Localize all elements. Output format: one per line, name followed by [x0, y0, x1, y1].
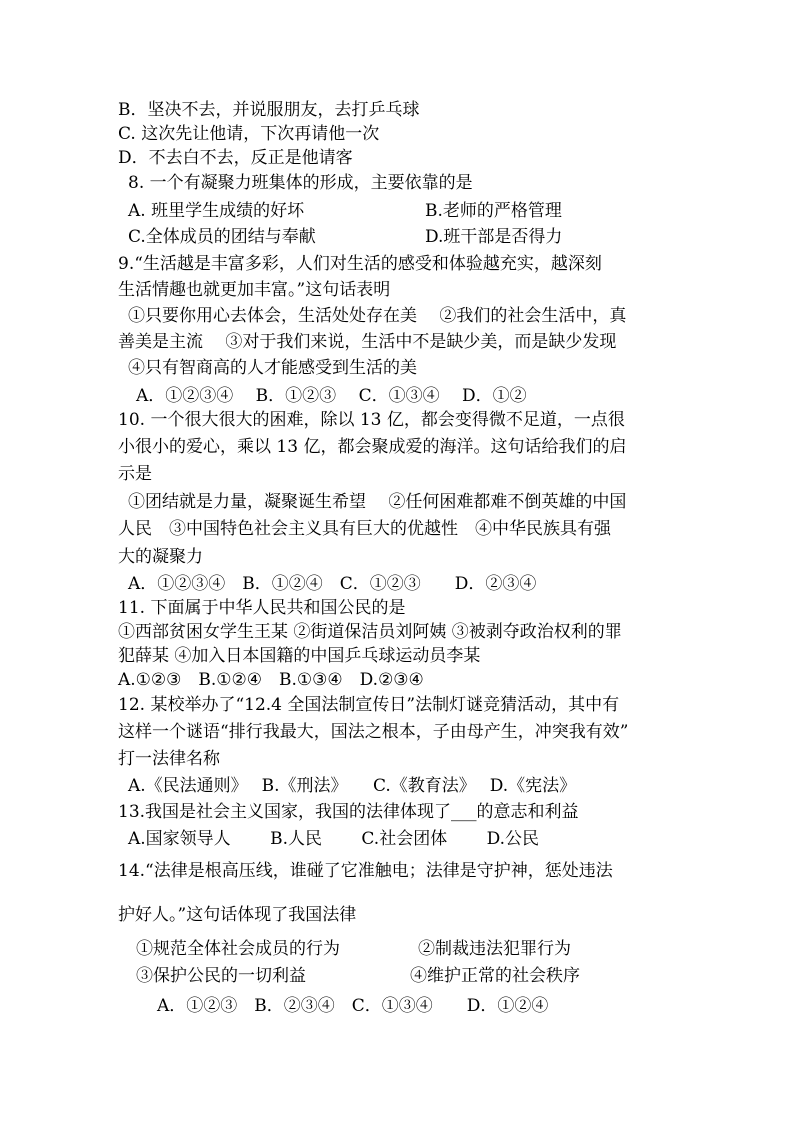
q10-statements-3: 大的凝聚力 [118, 547, 203, 567]
q7-option-c: C. 这次先让他请，下次再请他一次 [118, 124, 380, 144]
q7-option-d: D．不去白不去，反正是他请客 [118, 148, 353, 168]
q9-stem-2: 生活情趣也就更加丰富。”这句话表明 [118, 280, 391, 300]
q9-statements-3: ④只有智商高的人才能感受到生活的美 [128, 358, 417, 378]
q8-option-a: A. 班里学生成绩的好坏 [128, 201, 305, 221]
q8-option-b: B.老师的严格管理 [425, 201, 562, 221]
q10-stem-2: 小很小的爱心，乘以 13 亿，都会聚成爱的海洋。这句话给我们的启 [118, 437, 627, 457]
q9-stem-1: 9.“生活越是丰富多彩，人们对生活的感受和体验越充实，越深刻 [118, 254, 602, 274]
q12-options: A.《民法通则》 B.《刑法》 C.《教育法》 D.《宪法》 [128, 776, 577, 796]
q11-options: A.①②③ B.①②④ B.①③④ D.②③④ [118, 670, 424, 690]
q13-stem: 13.我国是社会主义国家，我国的法律体现了___的意志和利益 [118, 802, 579, 822]
q14-stem-2: 护好人。”这句话体现了我国法律 [118, 905, 357, 925]
q11-statements-1: ①西部贫困女学生王某 ②街道保洁员刘阿姨 ③被剥夺政治权利的罪 [118, 622, 622, 642]
q11-stem: 11. 下面属于中华人民共和国公民的是 [118, 598, 406, 618]
q14-options: A．①②③ B．②③④ C．①③④ D．①②④ [157, 996, 549, 1016]
q12-stem-3: 打一法律名称 [118, 749, 220, 769]
q10-statements-1: ①团结就是力量，凝聚诞生希望 ②任何困难都难不倒英雄的中国 [128, 492, 627, 512]
q14-statement-3: ③保护公民的一切利益 [136, 966, 306, 986]
q14-statement-2: ②制裁违法犯罪行为 [418, 939, 571, 959]
q9-options: A．①②③④ B．①②③ C．①③④ D．①② [136, 386, 527, 406]
q10-stem-1: 10. 一个很大很大的困难，除以 13 亿，都会变得微不足道，一点很 [118, 410, 625, 430]
q10-stem-3: 示是 [118, 464, 152, 484]
q10-options: A．①②③④ B．①②④ C．①②③ D．②③④ [128, 574, 537, 594]
q14-stem-1: 14.“法律是根高压线，谁碰了它准触电；法律是守护神，惩处违法 [118, 861, 613, 881]
q9-statements-1: ①只要你用心去体会，生活处处存在美 ②我们的社会生活中，真 [128, 306, 627, 326]
q8-option-d: D.班干部是否得力 [425, 227, 563, 247]
q12-stem-1: 12. 某校举办了“12.4 全国法制宣传日”法制灯谜竞猜活动，其中有 [118, 695, 620, 715]
q7-option-b: B．坚决不去，并说服朋友，去打乒乓球 [118, 100, 420, 120]
q13-options: A.国家领导人 B.人民 C.社会团体 D.公民 [128, 829, 540, 849]
q12-stem-2: 这样一个谜语“排行我最大，国法之根本，子由母产生，冲突我有效” [118, 722, 629, 742]
q11-statements-2: 犯薛某 ④加入日本国籍的中国乒乓球运动员李某 [118, 646, 481, 666]
q14-statement-1: ①规范全体社会成员的行为 [136, 939, 340, 959]
q10-statements-2: 人民 ③中国特色社会主义具有巨大的优越性 ④中华民族具有强 [118, 519, 611, 539]
q9-statements-2: 善美是主流 ③对于我们来说，生活中不是缺少美，而是缺少发现 [118, 332, 617, 352]
q8-option-c: C.全体成员的团结与奉献 [128, 227, 316, 247]
q8-stem: 8. 一个有凝聚力班集体的形成，主要依靠的是 [128, 173, 473, 193]
q14-statement-4: ④维护正常的社会秩序 [410, 966, 580, 986]
